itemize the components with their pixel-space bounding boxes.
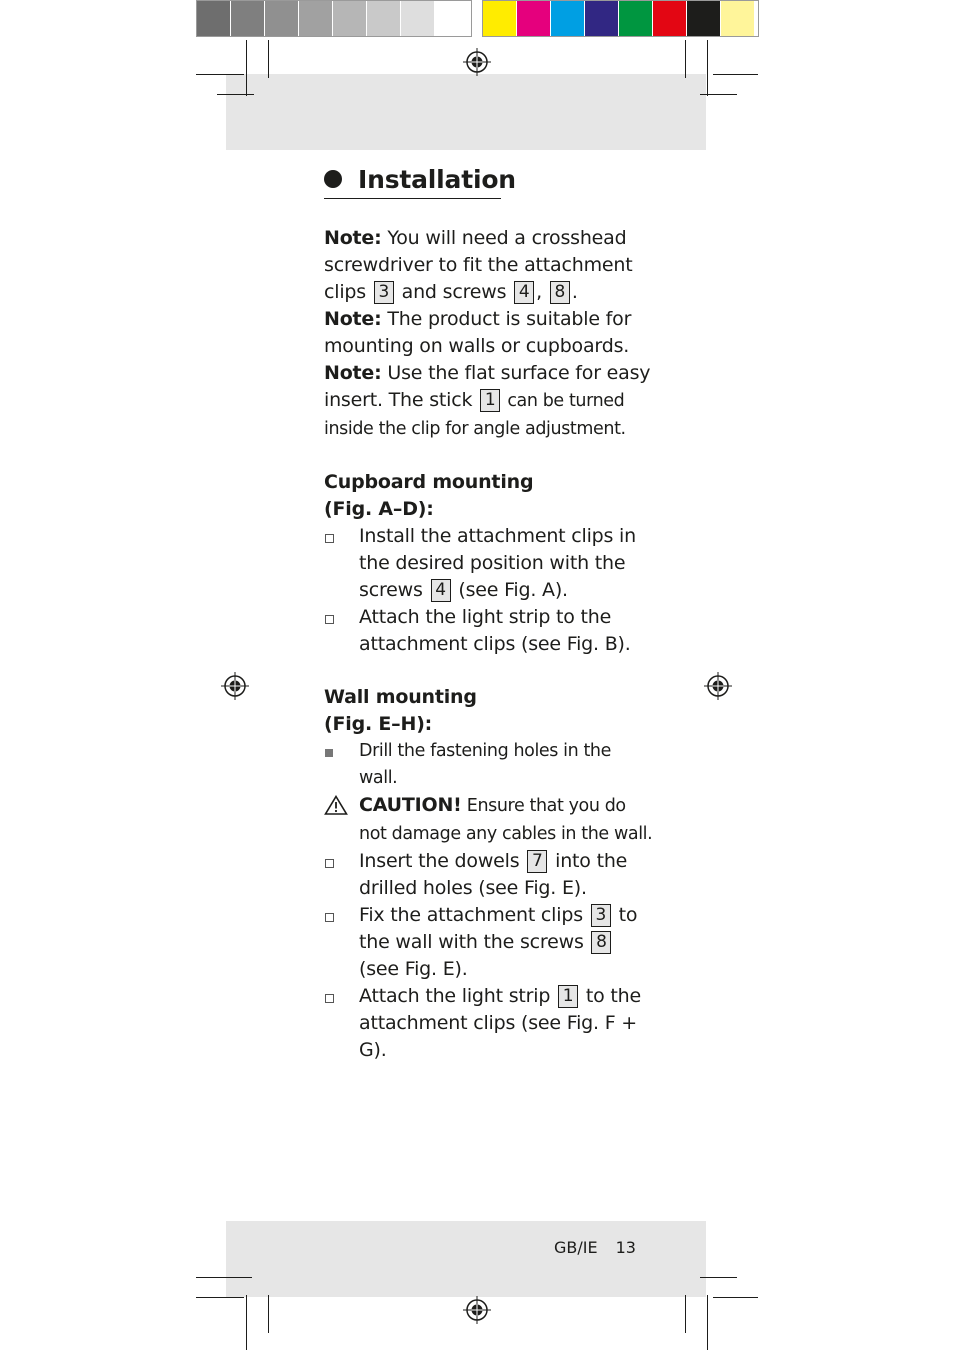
- part-number-badge: 4: [514, 281, 534, 304]
- part-number-badge: 3: [591, 904, 611, 927]
- list-item: Attach the light strip to the attachment clips (see Fig. B).: [324, 604, 654, 658]
- part-number-badge: 8: [550, 281, 570, 304]
- caution-item: CAUTION! Ensure that you do not damage any cables in the wall.: [324, 792, 654, 848]
- list-item: Drill the fastening holes in the wall.: [324, 738, 654, 792]
- note-paragraph: Note: Use the flat surface for easy insert. The stick 1 can be turned inside the clip for angle adjustment.: [324, 362, 651, 439]
- checkbox-square-icon: [325, 859, 334, 868]
- note-label: Note:: [324, 362, 382, 384]
- note-label: Note:: [324, 308, 382, 330]
- filled-square-icon: [325, 749, 333, 757]
- part-number-badge: 3: [374, 281, 394, 304]
- registration-mark-icon: [704, 672, 732, 700]
- registration-mark-icon: [463, 48, 491, 76]
- section-heading: [324, 160, 516, 199]
- footer-band: [226, 1221, 706, 1297]
- part-number-badge: 1: [480, 389, 500, 412]
- list-item: Install the attachment clips in the desired position with the screws 4 (see Fig. A).: [324, 523, 654, 604]
- registration-mark-icon: [463, 1296, 491, 1324]
- list-item: Fix the attachment clips 3 to the wall with the screws 8 (see Fig. E).: [324, 902, 654, 983]
- checkbox-square-icon: [325, 615, 334, 624]
- page-footer: [554, 1238, 636, 1257]
- note-paragraph: Note: The product is suitable for mounting on walls or cupboards.: [324, 308, 632, 357]
- section-title: Installation: [358, 164, 516, 194]
- list-item: Attach the light strip 1 to the attachment clips (see Fig. F + G).: [324, 983, 654, 1064]
- note-paragraph: Note: You will need a crosshead screwdriver to fit the attachment clips 3 and screws 4 , 8 .: [324, 227, 633, 303]
- list-item: Insert the dowels 7 into the drilled holes (see Fig. E).: [324, 848, 654, 902]
- caution-label: CAUTION!: [359, 794, 462, 816]
- part-number-badge: 8: [591, 931, 611, 954]
- page-number: 13: [615, 1238, 636, 1257]
- registration-mark-icon: [221, 672, 249, 700]
- part-number-badge: 7: [527, 850, 547, 873]
- subheading-cupboard: Cupboard mounting (Fig. A–D):: [324, 471, 534, 520]
- checkbox-square-icon: [325, 913, 334, 922]
- bullet-dot-icon: [324, 170, 342, 188]
- checkbox-square-icon: [325, 534, 334, 543]
- region-code: GB/IE: [554, 1238, 598, 1257]
- checkbox-square-icon: [325, 994, 334, 1003]
- part-number-badge: 4: [431, 579, 451, 602]
- note-label: Note:: [324, 227, 382, 249]
- subheading-wall: Wall mounting (Fig. E–H):: [324, 686, 477, 735]
- warning-triangle-icon: [324, 795, 348, 815]
- part-number-badge: 1: [558, 985, 578, 1008]
- header-band: [226, 74, 706, 150]
- installation-section: [324, 160, 654, 1064]
